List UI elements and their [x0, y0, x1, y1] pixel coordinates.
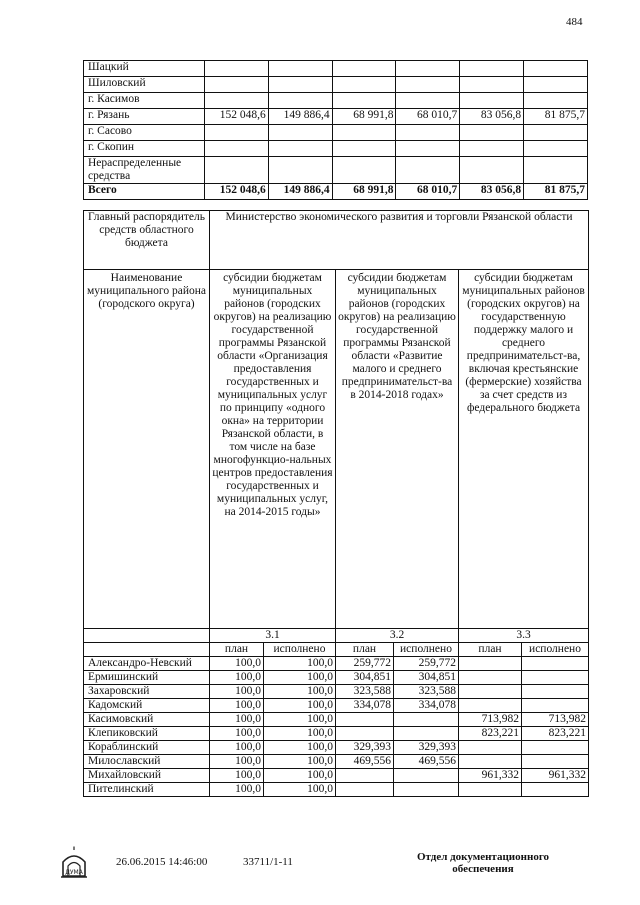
value-cell: 100,0: [264, 741, 336, 755]
footer-datetime: 26.06.2015 14:46:00: [116, 856, 208, 868]
value-cell: [336, 727, 394, 741]
table-row: [84, 77, 588, 93]
value-cell: 100,0: [264, 671, 336, 685]
value-cell: 961,332: [459, 769, 522, 783]
value-cell: 100,0: [264, 657, 336, 671]
value-cell: [204, 141, 268, 157]
table-row: [84, 685, 589, 699]
table-row: [84, 61, 588, 77]
value-cell: [332, 93, 396, 109]
table-row: [84, 783, 589, 797]
value-cell: [394, 727, 459, 741]
ministry-name: Министерство экономического развития и торговли Рязанской области: [210, 211, 589, 270]
value-cell: [204, 125, 268, 141]
value-cell: 100,0: [210, 685, 264, 699]
value-cell: [394, 783, 459, 797]
value-cell: 152 048,6: [204, 184, 268, 200]
value-cell: 469,556: [394, 755, 459, 769]
value-cell: [524, 93, 588, 109]
value-cell: [396, 61, 460, 77]
value-cell: 81 875,7: [524, 184, 588, 200]
value-cell: [396, 125, 460, 141]
value-cell: [204, 93, 268, 109]
value-cell: [460, 157, 524, 184]
table-row: [84, 671, 589, 685]
value-cell: [524, 61, 588, 77]
value-cell: 100,0: [264, 699, 336, 713]
table-row: [84, 125, 588, 141]
subsidy-summary-table: [83, 60, 588, 200]
district-name: Пителинский: [84, 783, 210, 797]
footer-doc-id: 33711/1-11: [243, 856, 293, 868]
value-cell: 152 048,6: [204, 109, 268, 125]
value-cell: [459, 685, 522, 699]
plan-label: план: [210, 643, 264, 657]
value-cell: [396, 141, 460, 157]
value-cell: [524, 157, 588, 184]
value-cell: 149 886,4: [268, 109, 332, 125]
table-header-row: [84, 270, 589, 629]
value-cell: 713,982: [459, 713, 522, 727]
value-cell: [459, 741, 522, 755]
table-row: [84, 657, 589, 671]
value-cell: 259,772: [336, 657, 394, 671]
value-cell: [459, 755, 522, 769]
value-cell: 100,0: [264, 755, 336, 769]
value-cell: 100,0: [210, 671, 264, 685]
district-name: Шацкий: [84, 61, 205, 77]
main-distributor-label: Главный распорядитель средств областного бюджета: [84, 211, 210, 270]
value-cell: 83 056,8: [460, 109, 524, 125]
value-cell: 713,982: [522, 713, 589, 727]
value-cell: 81 875,7: [524, 109, 588, 125]
value-cell: [460, 125, 524, 141]
value-cell: [396, 93, 460, 109]
value-cell: [459, 671, 522, 685]
value-cell: [336, 769, 394, 783]
value-cell: 68 010,7: [396, 109, 460, 125]
value-cell: 100,0: [210, 755, 264, 769]
value-cell: 68 991,8: [332, 184, 396, 200]
value-cell: [268, 125, 332, 141]
table-row: [84, 109, 588, 125]
value-cell: [460, 141, 524, 157]
district-name: Нераспределенные средства: [84, 157, 205, 184]
column-number-row: [84, 629, 589, 643]
district-name: Захаровский: [84, 685, 210, 699]
plan-label: план: [459, 643, 522, 657]
duma-emblem-icon: [58, 846, 90, 880]
value-cell: [268, 77, 332, 93]
value-cell: [268, 141, 332, 157]
value-cell: 304,851: [336, 671, 394, 685]
done-label: исполнено: [522, 643, 589, 657]
value-cell: 68 991,8: [332, 109, 396, 125]
value-cell: [524, 77, 588, 93]
value-cell: 329,393: [336, 741, 394, 755]
value-cell: 100,0: [264, 769, 336, 783]
col-3-2-description: субсидии бюджетам муниципальных районов (городских округов) на реализацию государственной программы Рязанской области «Развитие малого и среднего предпринимательст-ва в 2014-2018 годах»: [336, 270, 459, 629]
value-cell: [522, 699, 589, 713]
value-cell: [522, 741, 589, 755]
district-name: Александро-Невский: [84, 657, 210, 671]
table-row: [84, 157, 588, 184]
col-3-3-description: субсидии бюджетам муниципальных районов (городских округов) на государственную поддержку малого и среднего предпринимательст-ва, включая крестьянские (фермерские) хозяйства за счет средств из федерального бюджета: [459, 270, 589, 629]
table-header-row: [84, 211, 589, 270]
value-cell: [522, 783, 589, 797]
value-cell: 469,556: [336, 755, 394, 769]
value-cell: [268, 157, 332, 184]
value-cell: [332, 157, 396, 184]
value-cell: [336, 783, 394, 797]
value-cell: [394, 713, 459, 727]
value-cell: 100,0: [210, 713, 264, 727]
svg-text:ДУМА: ДУМА: [65, 869, 83, 876]
value-cell: 334,078: [336, 699, 394, 713]
district-name: г. Касимов: [84, 93, 205, 109]
table-row: [84, 755, 589, 769]
footer-department-line2: обеспечения: [452, 863, 514, 875]
col-3-1-description: субсидии бюджетам муниципальных районов (городских округов) на реализацию государственной программы Рязанской области «Организация предоставления государственных и муниципальных услуг по принципу «одного окна» на территории Рязанской области, в том числе на базе многофункцио-нальных центров предоставления государственных и муниципальных услуг, на 2014-2015 годы»: [210, 270, 336, 629]
value-cell: [522, 755, 589, 769]
value-cell: 100,0: [210, 769, 264, 783]
district-name: г. Рязань: [84, 109, 205, 125]
district-name: Шиловский: [84, 77, 205, 93]
value-cell: 100,0: [264, 685, 336, 699]
done-label: исполнено: [264, 643, 336, 657]
col-number-3-3: 3.3: [459, 629, 589, 643]
plan-done-row: [84, 643, 589, 657]
page-number: 484: [566, 16, 583, 28]
value-cell: [332, 141, 396, 157]
value-cell: [459, 699, 522, 713]
value-cell: [332, 77, 396, 93]
value-cell: [522, 657, 589, 671]
table-row: [84, 741, 589, 755]
value-cell: 100,0: [210, 727, 264, 741]
value-cell: 83 056,8: [460, 184, 524, 200]
value-cell: [460, 93, 524, 109]
value-cell: [396, 77, 460, 93]
value-cell: [459, 783, 522, 797]
table-row: [84, 713, 589, 727]
footer-department: [410, 851, 556, 875]
done-label: исполнено: [394, 643, 459, 657]
value-cell: [204, 77, 268, 93]
value-cell: 259,772: [394, 657, 459, 671]
value-cell: 961,332: [522, 769, 589, 783]
value-cell: 823,221: [459, 727, 522, 741]
district-name: Клепиковский: [84, 727, 210, 741]
value-cell: 100,0: [210, 699, 264, 713]
value-cell: 823,221: [522, 727, 589, 741]
value-cell: [524, 125, 588, 141]
value-cell: [268, 93, 332, 109]
district-name: Ермишинский: [84, 671, 210, 685]
value-cell: 323,588: [336, 685, 394, 699]
district-name: г. Скопин: [84, 141, 205, 157]
table-row: [84, 141, 588, 157]
district-name: Кадомский: [84, 699, 210, 713]
district-name: Всего: [84, 184, 205, 200]
district-name: Кораблинский: [84, 741, 210, 755]
value-cell: 100,0: [210, 741, 264, 755]
value-cell: [332, 61, 396, 77]
value-cell: [460, 77, 524, 93]
table-row: [84, 769, 589, 783]
table-row: [84, 699, 589, 713]
value-cell: [394, 769, 459, 783]
value-cell: 100,0: [264, 713, 336, 727]
value-cell: 100,0: [210, 783, 264, 797]
value-cell: 323,588: [394, 685, 459, 699]
value-cell: 304,851: [394, 671, 459, 685]
value-cell: [522, 671, 589, 685]
table-row: [84, 93, 588, 109]
table-row: [84, 727, 589, 741]
col-number-3-1: 3.1: [210, 629, 336, 643]
value-cell: 100,0: [264, 783, 336, 797]
value-cell: 329,393: [394, 741, 459, 755]
ministry-subsidy-table: [83, 210, 589, 797]
value-cell: [204, 157, 268, 184]
value-cell: [460, 61, 524, 77]
total-row: [84, 184, 588, 200]
district-label: Наименование муниципального района (городского округа): [84, 270, 210, 629]
value-cell: 100,0: [264, 727, 336, 741]
district-name: Касимовский: [84, 713, 210, 727]
value-cell: [336, 713, 394, 727]
value-cell: 149 886,4: [268, 184, 332, 200]
value-cell: [204, 61, 268, 77]
value-cell: 100,0: [210, 657, 264, 671]
district-name: г. Сасово: [84, 125, 205, 141]
value-cell: [332, 125, 396, 141]
district-name: Милославский: [84, 755, 210, 769]
value-cell: [268, 61, 332, 77]
col-number-3-2: 3.2: [336, 629, 459, 643]
value-cell: 334,078: [394, 699, 459, 713]
value-cell: [396, 157, 460, 184]
footer-department-line1: Отдел документационного: [416, 851, 550, 863]
value-cell: [524, 141, 588, 157]
plan-label: план: [336, 643, 394, 657]
value-cell: [522, 685, 589, 699]
district-name: Михайловский: [84, 769, 210, 783]
value-cell: [459, 657, 522, 671]
value-cell: 68 010,7: [396, 184, 460, 200]
